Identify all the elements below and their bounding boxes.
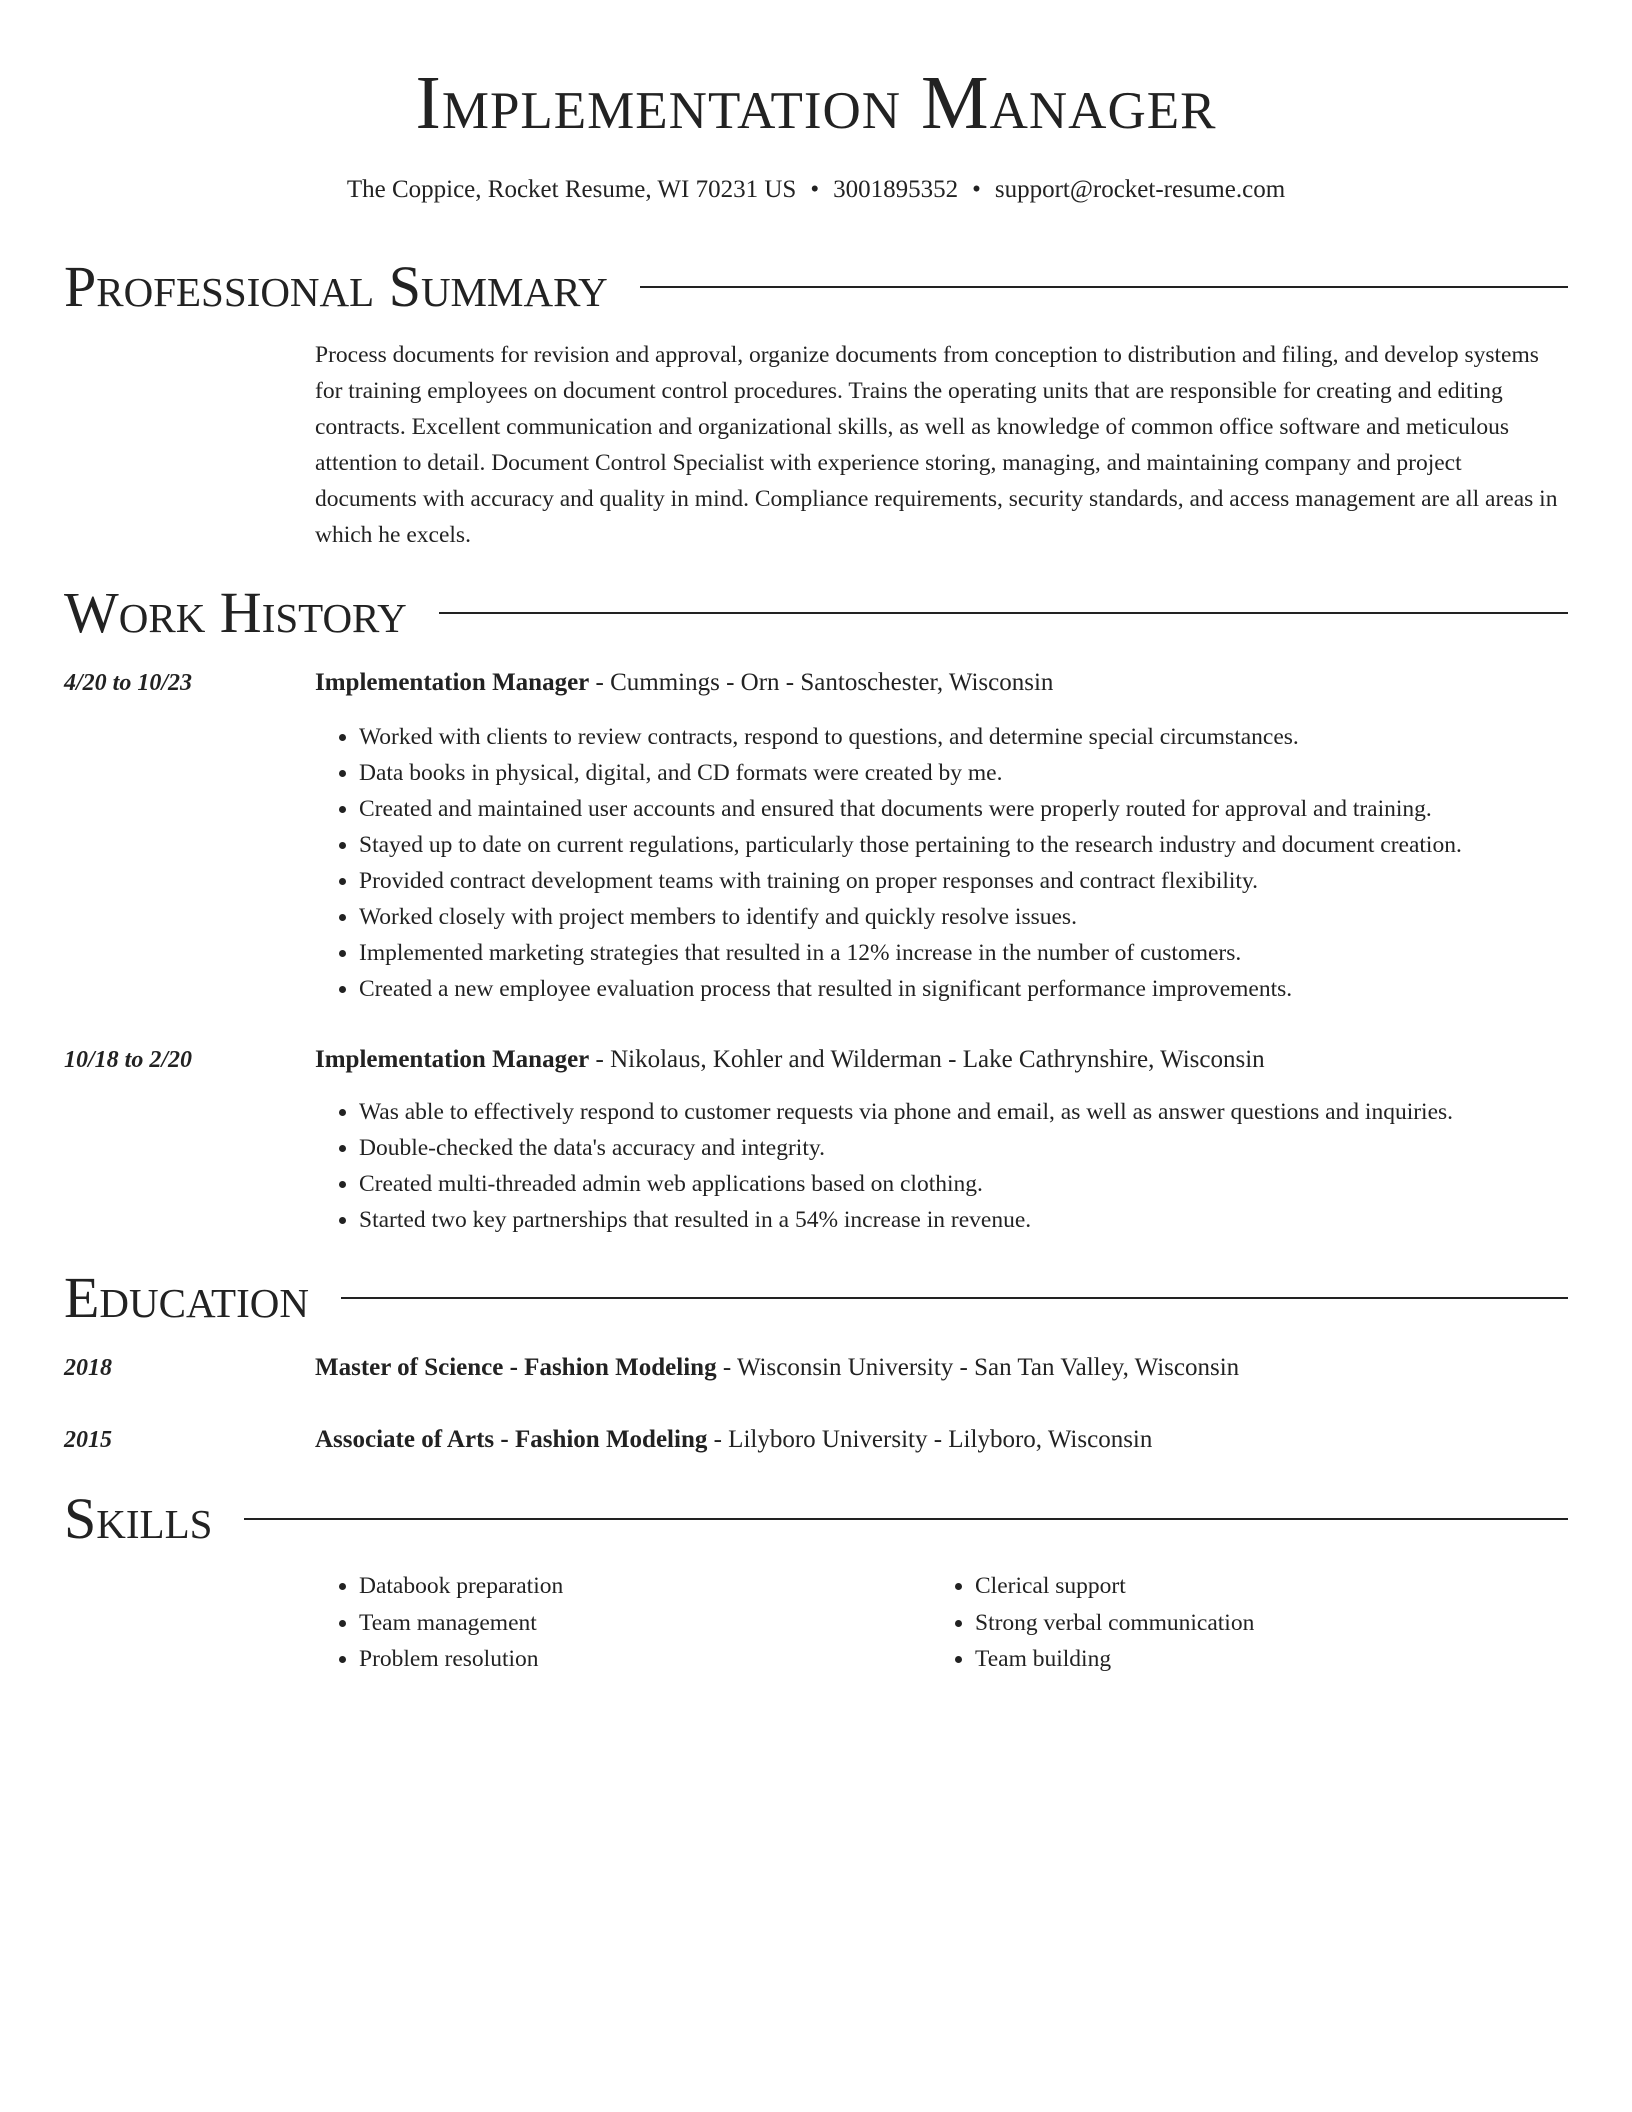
skill-item: • Team building xyxy=(975,1641,1551,1678)
skills-list-right xyxy=(931,1568,1551,1678)
job-title: Implementation Manager xyxy=(315,669,590,696)
education-entry xyxy=(315,1422,1568,1458)
job-bullet-list xyxy=(315,719,1568,1007)
work-history-heading: Work History xyxy=(64,580,407,645)
education-year: 2018 xyxy=(64,1355,112,1381)
resume-name-title: Implementation Manager xyxy=(415,61,1217,145)
skills-list-left xyxy=(315,1568,915,1678)
job-bullet: • Worked with clients to review contracts, respond to questions, and determine special circumstances. xyxy=(359,719,1568,755)
job-bullet: • Worked closely with project members to identify and quickly resolve issues. xyxy=(359,899,1568,935)
skill-item: • Team management xyxy=(359,1605,915,1642)
work-history-section-header xyxy=(64,578,1568,648)
job-bullet: • Stayed up to date on current regulations, particularly those pertaining to the research industry and document creation. xyxy=(359,827,1568,863)
section-divider xyxy=(341,1297,1568,1299)
education-degree: Master of Science - Fashion Modeling xyxy=(315,1354,717,1381)
education-details: - Lilyboro University - Lilyboro, Wisconsin xyxy=(707,1426,1153,1453)
skill-item: • Databook preparation xyxy=(359,1568,915,1605)
section-divider xyxy=(439,612,1568,614)
job-bullet: • Created a new employee evaluation process that resulted in significant performance improvements. xyxy=(359,971,1568,1007)
job-dates: 10/18 to 2/20 xyxy=(64,1047,193,1073)
job-bullet: • Implemented marketing strategies that resulted in a 12% increase in the number of customers. xyxy=(359,935,1568,971)
contact-phone: 3001895352 xyxy=(833,176,959,203)
contact-address: The Coppice, Rocket Resume, WI 70231 US xyxy=(346,176,797,203)
education-heading: Education xyxy=(64,1265,309,1330)
job-details: - Nikolaus, Kohler and Wilderman - Lake Cathrynshire, Wisconsin xyxy=(589,1046,1265,1073)
contact-line xyxy=(64,172,1568,208)
skills-heading: Skills xyxy=(64,1486,213,1551)
education-details: - Wisconsin University - San Tan Valley, Wisconsin xyxy=(716,1354,1240,1381)
job-bullet: • Was able to effectively respond to customer requests via phone and email, as well as answer questions and inquiries. xyxy=(359,1094,1568,1130)
job-bullet: • Started two key partnerships that resulted in a 54% increase in revenue. xyxy=(359,1202,1568,1238)
contact-separator: • xyxy=(972,176,981,203)
job-bullet: • Provided contract development teams with training on proper responses and contract flexibility. xyxy=(359,863,1568,899)
summary-text: Process documents for revision and approval, organize documents from conception to distribution and filing, and develop systems for training employees on document control procedures. Trains the operating units that are responsible for creating and editing contracts. Excellent communication and organizational skills, as well as knowledge of common office software and meticulous attention to detail. Document Control Specialist with experience storing, managing, and maintaining company and project documents with accuracy and quality in mind. Compliance requirements, security standards, and access management are all areas in which he excels. xyxy=(315,342,1558,548)
job-details: - Cummings - Orn - Santoschester, Wisconsin xyxy=(589,669,1054,696)
skill-item: • Clerical support xyxy=(975,1568,1551,1605)
job-heading xyxy=(315,1042,1568,1078)
skill-item: • Problem resolution xyxy=(359,1641,915,1678)
skills-section-header xyxy=(64,1484,1568,1554)
job-bullet: • Created and maintained user accounts and ensured that documents were properly routed for approval and training. xyxy=(359,791,1568,827)
contact-separator: • xyxy=(810,176,820,203)
job-bullet: • Double-checked the data's accuracy and integrity. xyxy=(359,1130,1568,1166)
job-bullet-list xyxy=(315,1094,1568,1238)
section-divider xyxy=(244,1518,1568,1520)
job-dates: 4/20 to 10/23 xyxy=(64,670,193,696)
contact-email: support@rocket-resume.com xyxy=(994,176,1286,203)
summary-section-header xyxy=(64,252,1568,322)
job-bullet: • Created multi-threaded admin web applications based on clothing. xyxy=(359,1166,1568,1202)
education-section-header xyxy=(64,1263,1568,1333)
education-year: 2015 xyxy=(64,1427,112,1453)
skill-item: • Strong verbal communication xyxy=(975,1605,1551,1642)
education-degree: Associate of Arts - Fashion Modeling xyxy=(315,1426,708,1453)
summary-heading: Professional Summary xyxy=(64,254,608,319)
education-entry xyxy=(315,1350,1568,1386)
job-title: Implementation Manager xyxy=(315,1046,590,1073)
job-heading xyxy=(315,665,1568,701)
job-bullet: • Data books in physical, digital, and CD formats were created by me. xyxy=(359,755,1568,791)
section-divider xyxy=(640,286,1568,288)
